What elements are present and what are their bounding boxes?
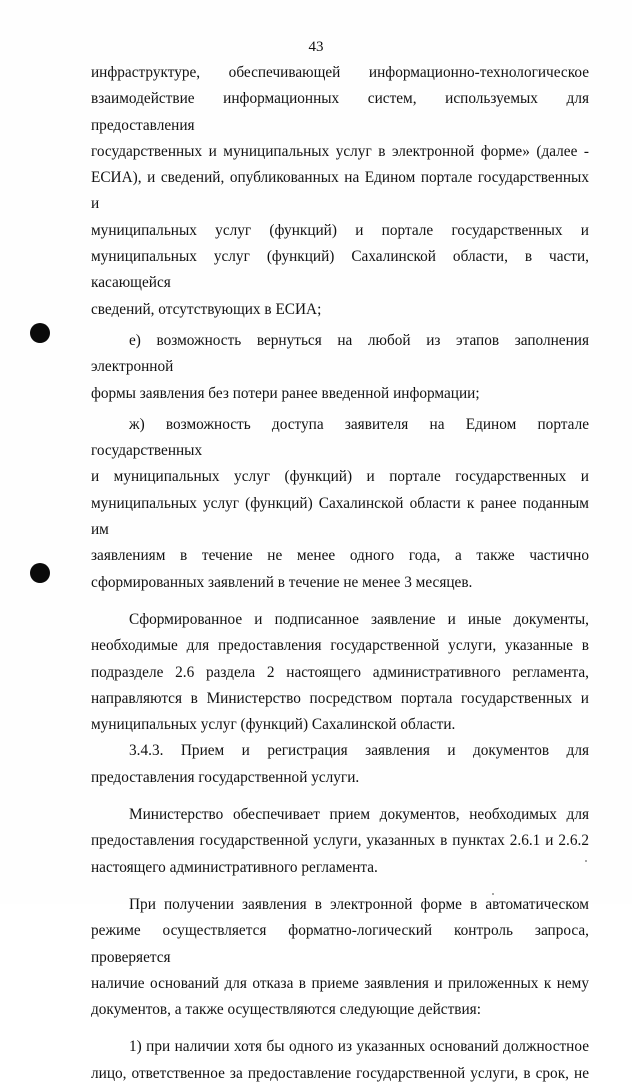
scan-speck (585, 860, 587, 862)
text-line: формы заявления без потери ранее введенной информации; (91, 384, 480, 402)
binder-hole-top (30, 323, 50, 343)
section-heading-line: предоставления государственной услуги. (91, 768, 360, 786)
text-line: взаимодействие информационных систем, используемых для предоставления (91, 90, 589, 134)
document-body (91, 60, 589, 1087)
text-line: Сформированное и подписанное заявление и иные документы, (129, 610, 589, 628)
text-line: муниципальных услуг (функций) Сахалинской области, в части, касающейся (91, 248, 589, 292)
text-line: муниципальных услуг (функций) Сахалинской области к ранее поданным им (91, 494, 589, 539)
text-line: сформированных заявлений в течение не менее 3 месяцев. (91, 573, 473, 591)
text-line: необходимые для предоставления государственной услуги, указанные в (91, 637, 589, 655)
text-line: режиме осуществляется форматно-логический контроль запроса, проверяется (91, 922, 589, 966)
text-line: е) возможность вернуться на любой из этапов заполнения электронной (91, 331, 589, 376)
text-line: муниципальных услуг (функций) Сахалинской области. (91, 716, 456, 734)
text-line: подразделе 2.6 раздела 2 настоящего административного регламента, (91, 663, 589, 681)
text-line: направляются в Министерство посредством портала государственных и (91, 689, 589, 707)
text-line: предоставления государственной услуги, указанных в пунктах 2.6.1 и 2.6.2 (91, 832, 589, 850)
text-line: государственных и муниципальных услуг в электронной форме» (далее - (91, 142, 589, 160)
scan-speck (492, 893, 494, 895)
text-line: муниципальных услуг (функций) и портале государственных и (91, 221, 589, 239)
text-line: При получении заявления в электронной форме в автоматическом (129, 895, 589, 913)
page-number: 43 (308, 39, 324, 55)
binder-hole-bottom (30, 563, 50, 583)
text-line: документов, а также осуществляются следующие действия: (91, 1001, 481, 1019)
text-line: ЕСИА), и сведений, опубликованных на Едином портале государственных и (91, 169, 589, 213)
text-line: ж) возможность доступа заявителя на Едином портале государственных (91, 415, 589, 460)
text-line: Министерство обеспечивает прием документов, необходимых для (129, 806, 589, 824)
section-heading-line: 3.4.3. Прием и регистрация заявления и документов для (129, 742, 589, 760)
text-line: настоящего административного регламента. (91, 858, 378, 876)
text-line: инфраструктуре, обеспечивающей информационно-технологическое (91, 64, 589, 81)
text-line: и муниципальных услуг (функций) и портале государственных и (91, 468, 589, 486)
text-line: сведений, отсутствующих в ЕСИА; (91, 300, 322, 318)
text-line: 1) при наличии хотя бы одного из указанных оснований должностное (129, 1038, 589, 1056)
text-line: лицо, ответственное за предоставление государственной услуги, в срок, не (91, 1064, 589, 1082)
text-line: наличие оснований для отказа в приеме заявления и приложенных к нему (91, 974, 589, 992)
text-line: заявлениям в течение не менее одного года, а также частично (91, 547, 589, 565)
